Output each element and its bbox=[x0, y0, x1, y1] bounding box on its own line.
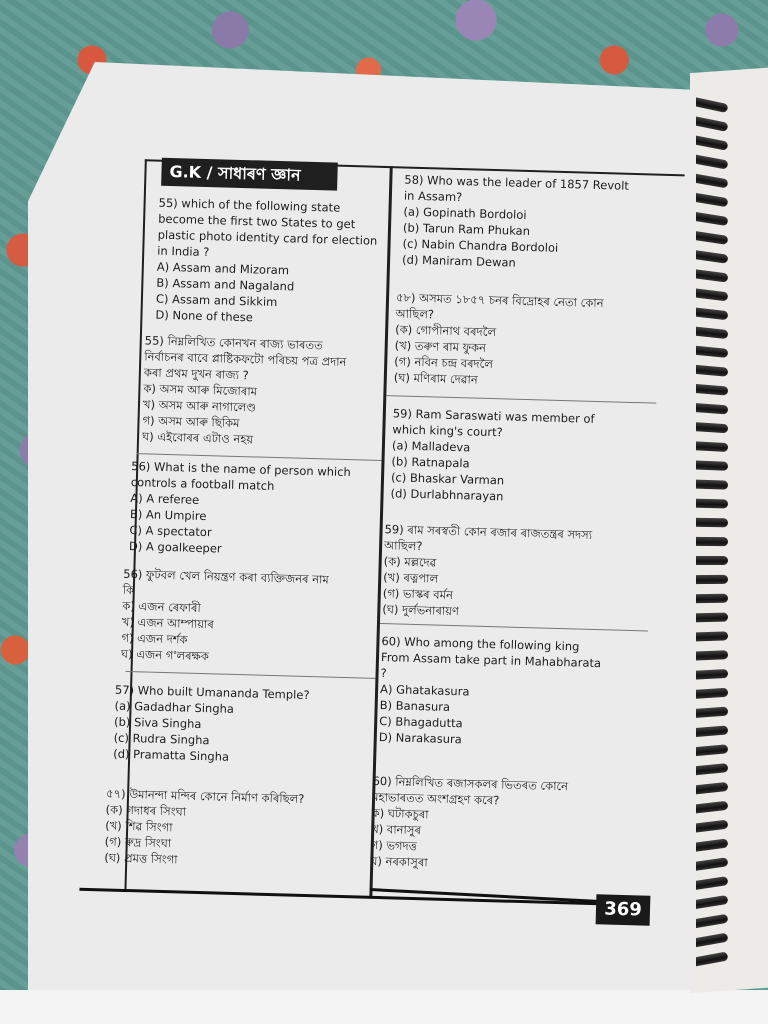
option-c: C) Bhagadutta bbox=[379, 714, 463, 731]
question-57-en bbox=[113, 682, 310, 767]
question-56-as bbox=[121, 566, 329, 668]
option-d: ঘ) এজন গ'লৰক্ষক bbox=[120, 646, 210, 664]
option-b: (b) Siva Singha bbox=[113, 714, 202, 732]
option-b: খ) অসম আৰু নাগালেণ্ড bbox=[142, 397, 257, 415]
option-a: A) A referee bbox=[130, 490, 200, 507]
text-line: 56) ফুটবল খেল নিয়ন্ত্ৰণ কৰা ব্যক্তিজনৰ নাম bbox=[123, 566, 329, 587]
option-d: (d) Durlabhnarayan bbox=[390, 486, 504, 504]
option-c: C) A spectator bbox=[129, 522, 212, 540]
text-line: which king's court? bbox=[392, 422, 503, 440]
divider-line bbox=[380, 623, 648, 632]
option-c: (c) Nabin Chandra Bordoloi bbox=[402, 236, 559, 255]
option-a: ক) অসম আৰু মিজোৰাম bbox=[143, 381, 258, 399]
option-a: (ক) গদাধৰ সিংঘা bbox=[105, 802, 187, 819]
question-59-en bbox=[390, 405, 594, 507]
option-c: (c) Bhaskar Varman bbox=[390, 470, 505, 488]
option-b: B) An Umpire bbox=[129, 506, 207, 524]
text-line: ৫৭) উমানন্দা মন্দিৰ কোনে নিৰ্মাণ কৰিছিল? bbox=[105, 786, 305, 806]
text-line: নিৰ্বাচনৰ বাবে প্লাষ্টিকফটো পৰিচয় পত্ৰ প্ৰদান bbox=[144, 349, 347, 369]
option-a: A) Ghatakasura bbox=[379, 682, 470, 699]
text-line: 60) Who among the following king bbox=[381, 634, 580, 654]
text-line: কি bbox=[122, 582, 135, 598]
option-a: ক) এজন ৰেফাৰী bbox=[122, 598, 201, 615]
text-line: in India ? bbox=[157, 243, 210, 260]
option-b: (b) Ratnapala bbox=[391, 454, 470, 471]
option-d: D) Narakasura bbox=[378, 730, 462, 747]
text-line: ? bbox=[380, 666, 387, 681]
text-line: From Assam take part in Mahabharata bbox=[380, 650, 602, 671]
option-a: (a) Malladeva bbox=[391, 438, 471, 455]
text-line: 57) Who built Umananda Temple? bbox=[114, 682, 310, 703]
option-b: (খ) তৰুণ ৰাম ফুকন bbox=[394, 338, 487, 355]
text-line: become the first two States to get bbox=[157, 211, 356, 232]
option-d: D) None of these bbox=[155, 307, 254, 325]
question-60-en bbox=[379, 633, 602, 751]
question-58-as bbox=[394, 289, 604, 391]
option-d: (ঘ) প্ৰমত্ত সিংগা bbox=[104, 850, 178, 867]
option-b: খ) এজন আম্পায়াৰ bbox=[121, 614, 215, 632]
option-d: D) A goalkeeper bbox=[128, 538, 222, 556]
option-c: (গ) ৰুদ্ৰ সিংঘা bbox=[104, 834, 172, 851]
option-d: ঘ) নৰকাসুৰা bbox=[370, 853, 428, 870]
option-b: (খ) ৰত্নপাল bbox=[383, 570, 439, 586]
text-line: in Assam? bbox=[403, 188, 463, 205]
option-d: ঘ) এইবোৰৰ এটাও নহয় bbox=[141, 429, 254, 447]
option-c: (গ) ভাস্কৰ বৰ্মন bbox=[382, 586, 454, 603]
option-c: C) Assam and Sikkim bbox=[155, 291, 278, 310]
option-c: (c) Rudra Singha bbox=[113, 730, 210, 748]
option-a: A) Assam and Mizoram bbox=[156, 259, 290, 278]
option-a: (a) Gopinath Bordoloi bbox=[403, 204, 527, 222]
section-title: G.K / সাধাৰণ জ্ঞান bbox=[161, 158, 338, 191]
text-line: আছিল? bbox=[395, 306, 435, 322]
question-58-en bbox=[402, 172, 629, 274]
option-a: (ক) গোপীনাথ বৰদলৈ bbox=[394, 322, 497, 340]
text-line: 55) which of the following state bbox=[158, 195, 341, 215]
option-c: গ) অসম আৰু ছিকিম bbox=[142, 413, 240, 430]
divider-line bbox=[386, 395, 656, 404]
option-d: (ঘ) দুৰ্লভনাৰায়ণ bbox=[382, 602, 460, 619]
option-d: (d) Pramatta Singha bbox=[113, 746, 230, 764]
option-b: (b) Tarun Ram Phukan bbox=[402, 220, 531, 239]
table-surface bbox=[0, 990, 768, 1024]
text-line: 56) What is the name of person which bbox=[131, 458, 351, 480]
question-57-as bbox=[104, 785, 304, 871]
option-a: ক) ঘটাকচুৰা bbox=[371, 805, 429, 822]
question-56-en bbox=[129, 458, 351, 560]
question-60-as bbox=[370, 773, 568, 874]
text-line: controls a football match bbox=[130, 474, 275, 493]
divider-line bbox=[126, 671, 376, 679]
option-b: B) Assam and Nagaland bbox=[156, 275, 295, 294]
text-line: 59) Ram Saraswati was member of bbox=[392, 406, 595, 426]
question-55-as bbox=[142, 332, 347, 450]
text-line: 58) Who was the leader of 1857 Revolt bbox=[404, 172, 630, 193]
gk-question-sheet bbox=[79, 153, 685, 909]
question-55-en bbox=[155, 195, 378, 329]
question-59-as bbox=[382, 521, 592, 623]
text-line: plastic photo identity card for election bbox=[157, 227, 378, 248]
option-b: B) Banasura bbox=[379, 698, 451, 714]
option-c: গ) ভগদত্ত bbox=[370, 837, 418, 854]
text-line: কৰা প্ৰথম দুখন ৰাজ্য ? bbox=[143, 365, 249, 383]
option-b: খ) বানাসুৰ bbox=[371, 821, 422, 838]
option-c: গ) এজন দৰ্শক bbox=[121, 630, 188, 647]
option-d: (d) Maniram Dewan bbox=[401, 252, 516, 270]
text-line: ৫৮) অসমত ১৮৫৭ চনৰ বিদ্ৰোহৰ নেতা কোন bbox=[395, 290, 604, 311]
text-line: 59) ৰাম সৰস্বতী কোন ৰজাৰ ৰাজতন্ত্ৰৰ সদস্য bbox=[384, 522, 593, 542]
text-line: 60) নিম্নলিখিত ৰজাসকলৰ ভিতৰত কোনে bbox=[372, 773, 569, 794]
option-a: (a) Gadadhar Singha bbox=[114, 698, 235, 716]
text-line: আছিল? bbox=[383, 538, 423, 554]
option-c: (গ) নবিন চন্দ্ৰ বৰদলৈ bbox=[394, 354, 494, 372]
text-line: মহাভাৰতত অংশগ্ৰহণ কৰে? bbox=[371, 789, 500, 808]
option-b: (খ) শিৱ সিংগা bbox=[105, 818, 173, 835]
page-number: 369 bbox=[596, 894, 651, 925]
option-a: (ক) মল্লদেৱ bbox=[383, 554, 437, 570]
text-line: 55) নিম্নলিখিত কোনখন ৰাজ্য ভাৰতত bbox=[144, 333, 323, 353]
option-d: (ঘ) মণিৰাম দেৱান bbox=[393, 370, 478, 387]
